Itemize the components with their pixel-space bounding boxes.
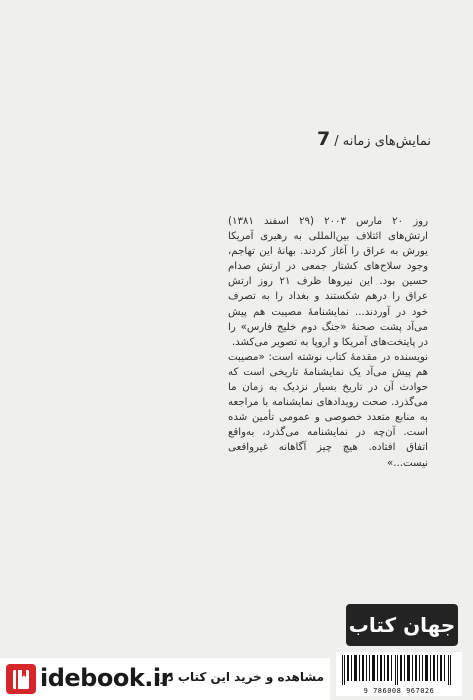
series-number: 7 bbox=[317, 128, 331, 150]
ad-text: مشاهده و خرید این کتاب در: bbox=[155, 670, 324, 684]
series-heading bbox=[317, 128, 431, 150]
isbn-barcode bbox=[336, 652, 462, 696]
site-name[interactable]: idebook.ir bbox=[40, 664, 172, 692]
publisher-logo-text: جهان کتاب bbox=[348, 613, 456, 637]
blurb-paragraph-2: نویسنده در مقدمهٔ کتاب نوشته است: «مصیبت هم پیش می‌آد یک نمایشنامهٔ تاریخی است که حوادث آن در تاریخ بسیار نزدیک به زمان ما می‌گذرد. صحت رویدادهای نمایشنامه با مراجعه به منابع متعدد خصوصی و عمومی تأمین شده است. آن‌چه در نمایشنامه می‌گذرد، به‌واقع اتفاق افتاده. هیچ چیز آگاهانه غیرواقعی نیست...» bbox=[228, 351, 428, 469]
book-icon bbox=[6, 664, 36, 694]
footer-ad-banner[interactable] bbox=[0, 658, 330, 700]
series-title: نمایش‌های زمانه / bbox=[334, 134, 431, 149]
barcode-digits: 9 786008 967026 bbox=[363, 687, 435, 695]
publisher-logo bbox=[346, 604, 458, 646]
blurb-paragraph-1: روز ۲۰ مارس ۲۰۰۳ (۲۹ اسفند ۱۳۸۱) ارتش‌های ائتلاف بین‌المللی به رهبری آمریکا یورش به عراق را آغاز کردند. بهانهٔ این تهاجم، وجود سلاح‌های کشتار جمعی در ارتش صدام حسین بود. این نیروها ظرف ۲۱ روز ارتش عراق را درهم شکستند و بغداد را به تصرف خود در آوردند... نمایشنامهٔ مصیبت هم پیش می‌آد پشت صحنهٔ «جنگ دوم خلیج فارس» را در پایتخت‌های آمریکا و اروپا به تصویر می‌کشد. bbox=[228, 216, 429, 348]
barcode-bars bbox=[340, 655, 458, 685]
blurb bbox=[228, 214, 428, 471]
